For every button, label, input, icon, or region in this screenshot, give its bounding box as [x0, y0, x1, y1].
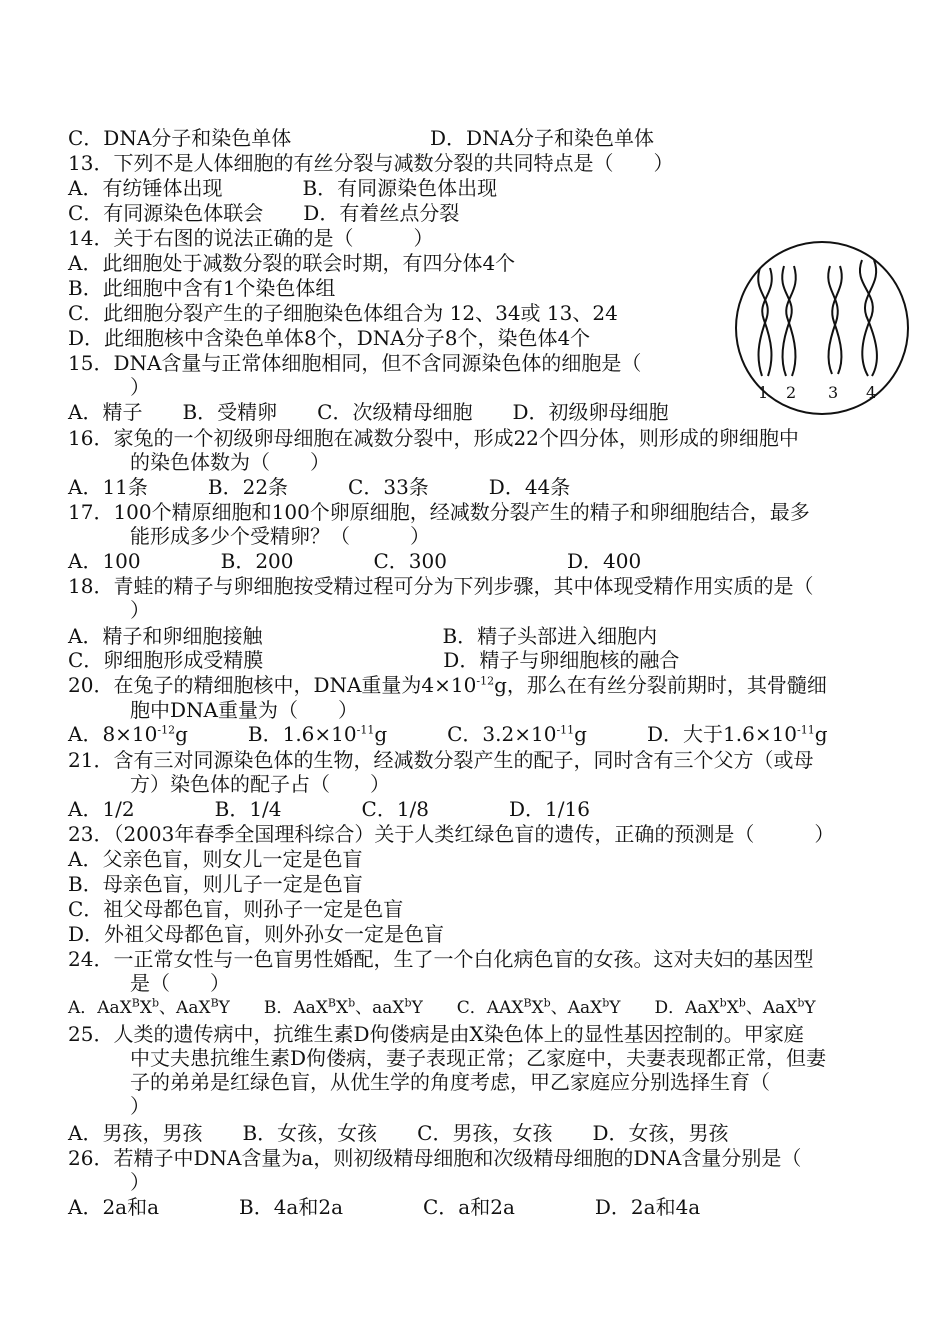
- question-21-cont: 方）染色体的配子占（ ）: [130, 772, 390, 796]
- question-15-cont: ）: [130, 375, 150, 399]
- question-23-option-d: D．外祖父母都色盲，则外孙女一定是色盲: [68, 922, 445, 946]
- q20-opt-d-exp: -11: [797, 723, 815, 737]
- chromosome-figure: [732, 238, 912, 418]
- question-17-cont: 能形成多少个受精卵？（ ）: [130, 524, 430, 548]
- question-23-option-b: B．母亲色盲，则儿子一定是色盲: [68, 872, 363, 896]
- chromosomes: [758, 260, 877, 376]
- question-25-cont-1: 中丈夫患抗维生素D佝偻病，妻子表现正常；乙家庭中，夫妻表现都正常，但妻: [130, 1046, 827, 1070]
- q20-opt-c-exp: -11: [556, 723, 575, 737]
- question-13: 13．下列不是人体细胞的有丝分裂与减数分裂的共同特点是（ ）: [68, 151, 674, 175]
- line-q12-d: D．DNA分子和染色单体: [430, 126, 655, 150]
- question-21-options: A．1/2 B．1/4 C．1/8 D．1/16: [68, 797, 590, 821]
- question-25-options: A．男孩，男孩 B．女孩，女孩 C．男孩，女孩 D．女孩，男孩: [68, 1121, 729, 1145]
- q20-opt-b: g B．1.6×10: [175, 722, 357, 746]
- question-26-cont: ）: [130, 1170, 150, 1194]
- question-18-options-ab: A．精子和卵细胞接触 B．精子头部进入细胞内: [68, 624, 658, 648]
- chromosome-1: [758, 268, 772, 376]
- q20-opt-b-exp: -11: [356, 723, 375, 737]
- question-26-options: A．2a和a B．4a和2a C．a和2a D．2a和4a: [68, 1195, 701, 1219]
- question-20-text-a: 20．在兔子的精细胞核中，DNA重量为4×10: [68, 673, 477, 697]
- question-18-options-cd: C．卵细胞形成受精膜 D．精子与卵细胞核的融合: [68, 648, 680, 672]
- chromosome-2: [782, 266, 796, 376]
- question-18-cont: ）: [130, 598, 150, 622]
- chromosome-label-3: 3: [828, 383, 839, 402]
- question-25: 25．人类的遗传病中，抗维生素D佝偻病是由X染色体上的显性基因控制的。甲家庭: [68, 1022, 804, 1046]
- question-14-option-c: C．此细胞分裂产生的子细胞染色体组合为 12、34或 13、24: [68, 301, 618, 325]
- question-16: 16．家兔的一个初级卵母细胞在减数分裂中，形成22个四分体，则形成的卵细胞中: [68, 426, 799, 450]
- question-17-options: A．100 B．200 C．300 D．400: [68, 549, 642, 573]
- q20-opt-end: g: [814, 722, 828, 746]
- chromosome-label-1: 1: [758, 383, 769, 402]
- q20-opt-c: g C．3.2×10: [374, 722, 557, 746]
- question-13-options-cd: C．有同源染色体联会 D．有着丝点分裂: [68, 201, 460, 225]
- q20-opt-d: g D．大于1.6×10: [574, 722, 798, 746]
- question-21: 21．含有三对同源染色体的生物，经减数分裂产生的配子，同时含有三个父方（或母: [68, 748, 814, 772]
- question-17: 17．100个精原细胞和100个卵原细胞，经减数分裂产生的精子和卵细胞结合，最多: [68, 500, 810, 524]
- question-24-cont: 是（ ）: [130, 971, 230, 995]
- question-20-exponent: -12: [476, 674, 495, 688]
- question-15-options: A．精子 B．受精卵 C．次级精母细胞 D．初级卵母细胞: [68, 400, 669, 424]
- question-20-cont: 胞中DNA重量为（ ）: [130, 698, 358, 722]
- question-16-cont: 的染色体数为（ ）: [130, 450, 330, 474]
- q20-opt-a: A．8×10: [68, 722, 158, 746]
- question-26: 26．若精子中DNA含量为a，则初级精母细胞和次级精母细胞的DNA含量分别是（: [68, 1146, 802, 1170]
- question-18: 18．青蛙的精子与卵细胞按受精过程可分为下列步骤，其中体现受精作用实质的是（: [68, 574, 814, 598]
- chromosome-4: [860, 260, 877, 376]
- question-13-options-ab: A．有纺锤体出现 B．有同源染色体出现: [68, 176, 498, 200]
- chromosome-label-2: 2: [786, 383, 797, 402]
- question-14-option-a: A．此细胞处于减数分裂的联会时期，有四分体4个: [68, 251, 516, 275]
- question-23-option-a: A．父亲色盲，则女儿一定是色盲: [68, 847, 363, 871]
- question-14: 14．关于右图的说法正确的是（ ）: [68, 226, 434, 250]
- q20-opt-a-exp: -12: [157, 723, 176, 737]
- question-20: [68, 673, 827, 697]
- question-20-options: [68, 722, 828, 746]
- question-23-option-c: C．祖父母都色盲，则孙子一定是色盲: [68, 897, 404, 921]
- question-14-option-b: B．此细胞中含有1个染色体组: [68, 276, 336, 300]
- question-16-options: A．11条 B．22条 C．33条 D．44条: [68, 475, 571, 499]
- question-20-text-b: g，那么在有丝分裂前期时，其骨髓细: [494, 673, 827, 697]
- question-23: 23．（2003年春季全国理科综合）关于人类红绿色盲的遗传，正确的预测是（ ）: [68, 822, 835, 846]
- line-q12-c: C．DNA分子和染色单体: [68, 126, 292, 150]
- question-25-cont-3: ）: [130, 1094, 150, 1118]
- question-25-cont-2: 子的弟弟是红绿色盲，从优生学的角度考虑，甲乙家庭应分别选择生育（: [130, 1070, 770, 1094]
- question-24: 24．一正常女性与一色盲男性婚配，生了一个白化病色盲的女孩。这对夫妇的基因型: [68, 947, 814, 971]
- chromosome-3: [828, 266, 842, 374]
- question-15: 15．DNA含量与正常体细胞相同，但不含同源染色体的细胞是（: [68, 351, 642, 375]
- chromosome-label-4: 4: [866, 383, 877, 402]
- question-24-options: A．$AaX^BX^b$、AaX$^B$Y B．$AaX^BX^b$、aaX$^b$Y C．$AAX^BX^b$、AaX$^b$Y D．$AaX^bX^b$、AaX$^b$Y: [68, 996, 816, 1018]
- question-14-option-d: D．此细胞核中含染色单体8个，DNA分子8个，染色体4个: [68, 326, 591, 350]
